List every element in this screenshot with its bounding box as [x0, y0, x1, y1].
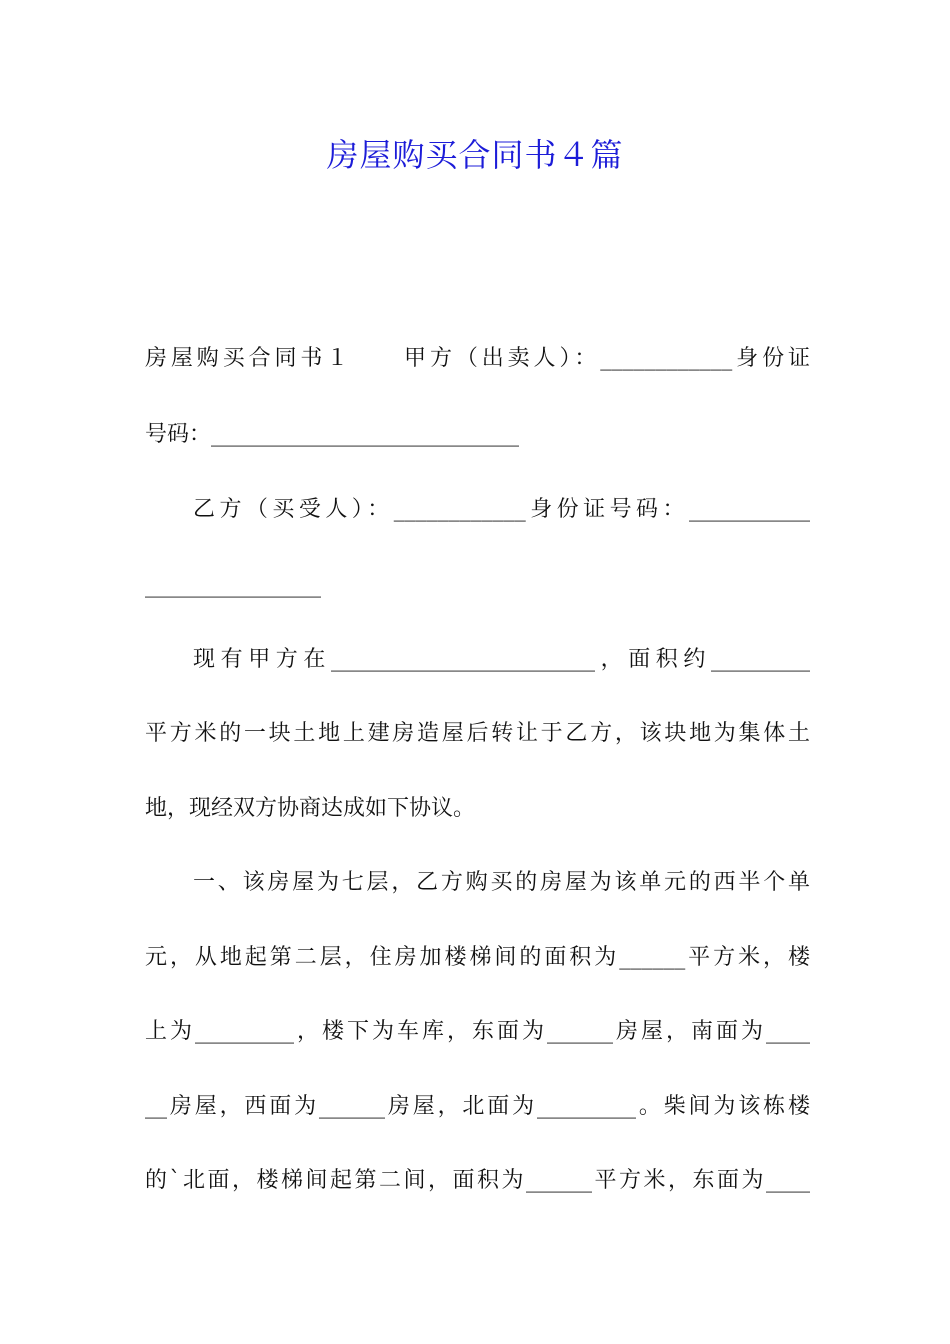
- paragraph-line: 地，现经双方协商达成如下协议。: [145, 796, 476, 821]
- paragraph-line: 号码：____________________________: [145, 422, 520, 447]
- paragraph-line: ________________: [145, 573, 321, 598]
- paragraph-line: 元，从地起第二层，住房加楼梯间的面积为______平方米，楼: [145, 945, 810, 970]
- paragraph-line: 房屋购买合同书１ 甲方（出卖人）：____________身份证: [145, 346, 810, 371]
- paragraph-line: 的`北面，楼梯间起第二间，面积为______平方米，东面为____: [145, 1168, 810, 1193]
- paragraph-line: __房屋，西面为______房屋，北面为_________。柴间为该栋楼: [145, 1094, 810, 1119]
- paragraph-line: 现有甲方在________________________，面积约_________: [193, 647, 810, 672]
- paragraph-line: 上为_________，楼下为车库，东面为______房屋，南面为____: [145, 1019, 810, 1044]
- paragraph-line: 乙方（买受人）：____________身份证号码：___________: [193, 497, 810, 522]
- document-title: 房屋购买合同书４篇: [326, 136, 624, 174]
- paragraph-line: 平方米的一块土地上建房造屋后转让于乙方，该块地为集体土: [145, 721, 810, 746]
- paragraph-line: 一、该房屋为七层，乙方购买的房屋为该单元的西半个单: [193, 870, 810, 895]
